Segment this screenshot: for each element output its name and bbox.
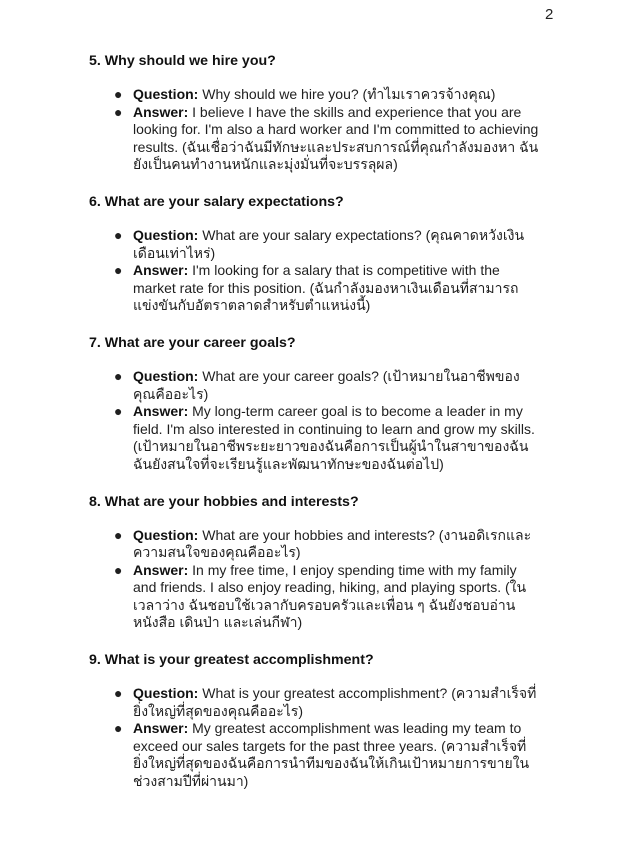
- document-body: [89, 52, 539, 791]
- bullet-icon: ●: [114, 561, 123, 578]
- answer-label: Answer:: [133, 403, 189, 420]
- answer-label: Answer:: [133, 561, 189, 578]
- answer-item: [89, 262, 539, 315]
- question-label: Question:: [133, 685, 199, 702]
- section-heading: 6. What are your salary expectations?: [89, 193, 344, 210]
- bullet-icon: ●: [114, 685, 123, 702]
- question-text: Why should we hire you? (ทำไมเราควรจ้างคุณ): [198, 86, 496, 102]
- section-why-hire: [89, 52, 539, 174]
- bullet-icon: ●: [114, 262, 123, 279]
- question-label: Question:: [133, 526, 199, 543]
- answer-text: My greatest accomplishment was leading my team to exceed our sales targets for the past three years. (ความสำเร็จที่ยิ่งใหญ่ที่สุดของฉันคือการนำทีมของฉันให้เกินเป้าหมายการขายในช่วงสามปีที่ผ่านมา): [133, 720, 530, 790]
- question-item: [89, 368, 539, 403]
- answer-label: Answer:: [133, 720, 189, 737]
- qa-list: [89, 86, 539, 174]
- section-heading: 8. What are your hobbies and interests?: [89, 493, 359, 510]
- answer-text: In my free time, I enjoy spending time with my family and friends. I also enjoy reading, hiking, and playing sports. (ในเวลาว่าง ฉันชอบใช้เวลากับครอบครัวและเพื่อน ๆ ฉันยังชอบอ่านหนังสือ เดินป่า และเล่นกีฬา): [133, 561, 527, 631]
- qa-list: [89, 685, 539, 791]
- section-heading: 9. What is your greatest accomplishment?: [89, 652, 374, 669]
- question-item: [89, 527, 539, 562]
- question-text: What are your hobbies and interests? (งานอดิเรกและความสนใจของคุณคืออะไร): [133, 526, 532, 561]
- bullet-icon: ●: [114, 526, 123, 543]
- qa-list: [89, 527, 539, 633]
- question-label: Question:: [133, 226, 199, 243]
- bullet-icon: ●: [114, 367, 123, 384]
- question-text: What is your greatest accomplishment? (ความสำเร็จที่ยิ่งใหญ่ที่สุดของคุณคืออะไร): [133, 685, 537, 719]
- answer-label: Answer:: [133, 262, 189, 279]
- question-item: [89, 86, 539, 104]
- bullet-icon: ●: [114, 86, 123, 102]
- answer-item: [89, 562, 539, 632]
- question-label: Question:: [133, 367, 199, 384]
- bullet-icon: ●: [114, 720, 123, 737]
- question-item: [89, 685, 539, 720]
- section-salary-expectations: [89, 193, 539, 315]
- answer-text: I'm looking for a salary that is competitive with the market rate for this position. (ฉันกำลังมองหาเงินเดือนที่สามารถแข่งขันกับอัตราตลาดสำหรับตำแหน่งนี้): [133, 262, 519, 314]
- section-greatest-accomplishment: [89, 651, 539, 791]
- answer-item: [89, 403, 539, 473]
- question-item: [89, 227, 539, 262]
- question-text: What are your career goals? (เป้าหมายในอาชีพของคุณคืออะไร): [133, 367, 520, 402]
- answer-text: My long-term career goal is to become a leader in my field. I'm also interested in continuing to learn and grow my skills. (เป้าหมายในอาชีพระยะยาวของฉันคือการเป็นผู้นำในสาขาของฉัน ฉันยังสนใจที่จะเรียนรู้และพัฒนาทักษะของฉันต่อไป): [133, 403, 535, 472]
- section-hobbies-interests: [89, 493, 539, 633]
- answer-text: I believe I have the skills and experience that you are looking for. I'm also a hard worker and I'm committed to achieving results. (ฉันเชื่อว่าฉันมีทักษะและประสบการณ์ที่คุณกำลังมองหา ฉันยังเป็นคนทำงานหนักและมุ่งมั่นที่จะบรรลุผล): [133, 103, 539, 173]
- page-number: 2: [545, 6, 554, 23]
- question-label: Question:: [133, 86, 199, 102]
- section-heading: 7. What are your career goals?: [89, 334, 296, 351]
- answer-item: [89, 104, 539, 174]
- bullet-icon: ●: [114, 103, 123, 120]
- qa-list: [89, 227, 539, 315]
- answer-item: [89, 720, 539, 790]
- bullet-icon: ●: [114, 226, 123, 243]
- bullet-icon: ●: [114, 403, 123, 420]
- section-heading: 5. Why should we hire you?: [89, 53, 276, 69]
- question-text: What are your salary expectations? (คุณคาดหวังเงินเดือนเท่าไหร่): [133, 226, 525, 261]
- answer-label: Answer:: [133, 103, 189, 120]
- qa-list: [89, 368, 539, 474]
- section-career-goals: [89, 334, 539, 474]
